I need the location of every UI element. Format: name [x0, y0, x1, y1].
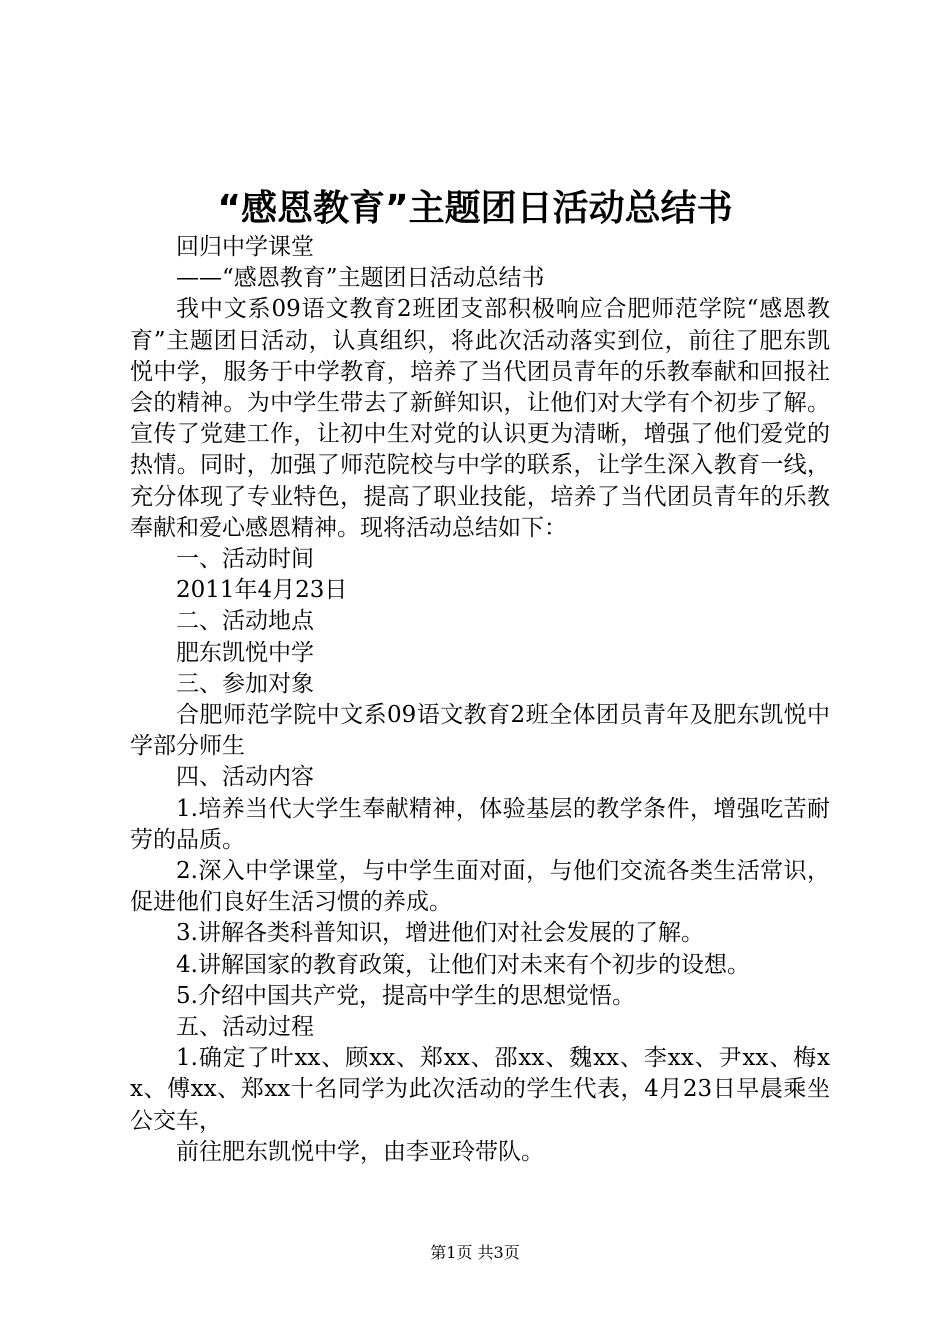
- paragraph: 二、活动地点: [176, 608, 314, 635]
- paragraph: 2.深入中学课堂，与中学生面对面，与他们交流各类生活常识，促进他们良好生活习惯的养成。: [130, 858, 830, 916]
- paragraph: 前往肥东凯悦中学，由李亚玲带队。: [176, 1138, 544, 1165]
- paragraph: 合肥师范学院中文系09语文教育2班全体团员青年及肥东凯悦中学部分师生: [130, 702, 830, 760]
- paragraph: 我中文系09语文教育2班团支部积极响应合肥师范学院“感恩教育”主题团日活动，认真组织，将此次活动落实到位，前往了肥东凯悦中学，服务于中学教育，培养了当代团员青年的乐教奉献和回报社会的精神。为中学生带去了新鲜知识，让他们对大学有个初步了解。宣传了党建工作，让初中生对党的认识更为清晰，增强了他们爱党的热情。同时，加强了师范院校与中学的联系，让学生深入教育一线，充分体现了专业特色，提高了职业技能，培养了当代团员青年的乐教奉献和爱心感恩精神。现将活动总结如下：: [130, 296, 830, 541]
- paragraph: 1.确定了叶xx、顾xx、郑xx、邵xx、魏xx、李xx、尹xx、梅xx、傅xx、郑xx十名同学为此次活动的学生代表，4月23日早晨乘坐公交车，: [130, 1045, 830, 1134]
- page-footer: 第1页 共3页: [430, 1243, 520, 1262]
- paragraph: 一、活动时间: [176, 546, 314, 573]
- paragraph: ——“感恩教育”主题团日活动总结书: [176, 265, 545, 292]
- paragraph: 肥东凯悦中学: [176, 639, 314, 666]
- paragraph: 1.培养当代大学生奉献精神，体验基层的教学条件，增强吃苦耐劳的品质。: [130, 795, 830, 853]
- paragraph: 四、活动内容: [176, 764, 314, 791]
- paragraph: 4.讲解国家的教育政策，让他们对未来有个初步的设想。: [176, 951, 750, 978]
- paragraph: 5.介绍中国共产党，提高中学生的思想觉悟。: [176, 982, 635, 1009]
- document-body: [130, 232, 830, 1168]
- paragraph: 2011年4月23日: [176, 577, 348, 604]
- paragraph: 三、参加对象: [176, 670, 314, 697]
- paragraph: 回归中学课堂: [176, 234, 314, 260]
- document-title: “感恩教育”主题团日活动总结书: [217, 188, 733, 229]
- paragraph: 3.讲解各类科普知识，增进他们对社会发展的了解。: [176, 920, 704, 947]
- paragraph: 五、活动过程: [176, 1014, 314, 1041]
